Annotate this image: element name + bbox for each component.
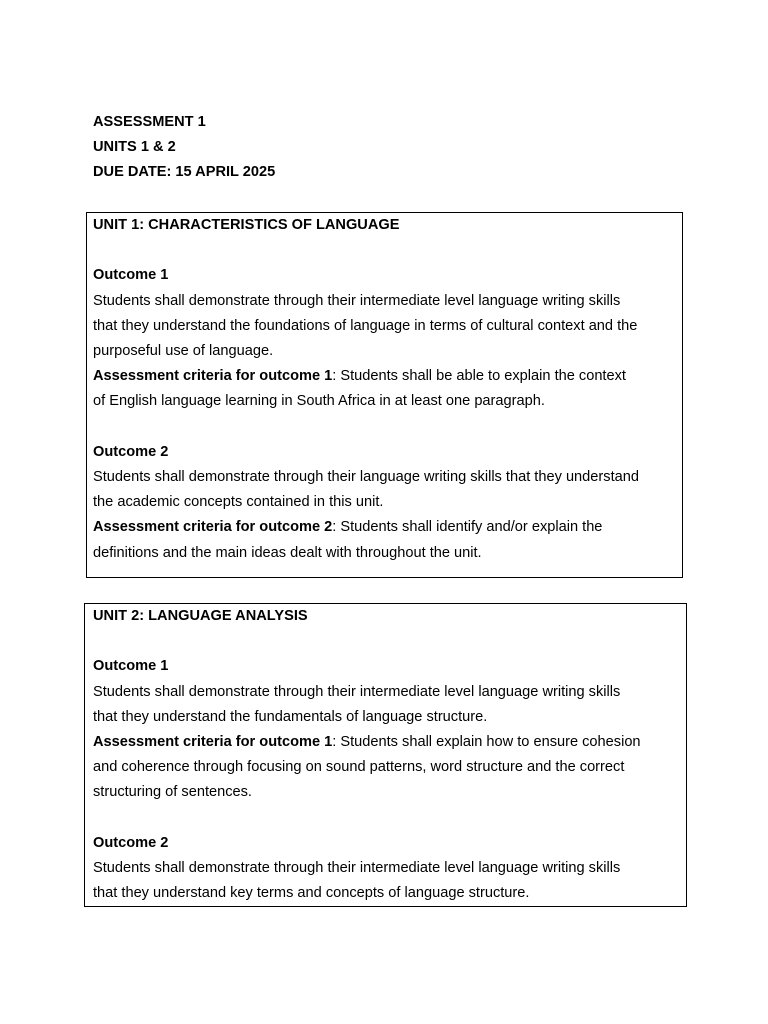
spacer [93, 629, 686, 654]
unit2-outcome2-label: Outcome 2 [93, 834, 169, 851]
spacer [93, 806, 686, 831]
due-date: DUE DATE: 15 APRIL 2025 [93, 164, 276, 181]
unit2-outcome1-criteria-label: Assessment criteria for outcome 1 [93, 734, 333, 750]
unit1-outcome1-label: Outcome 1 [93, 267, 169, 284]
unit2-outcome1-criteria-text-line: and coherence through focusing on sound patterns, word structure and the correct [93, 759, 625, 776]
unit1-outcome1-criteria-text-line: of English language learning in South Africa in at least one paragraph. [93, 393, 545, 410]
unit2-title: UNIT 2: LANGUAGE ANALYSIS [93, 608, 308, 624]
unit2-outcome1-criteria [93, 730, 686, 755]
unit1-outcome2-criteria-text: : Students shall identify and/or explain the [332, 519, 603, 536]
unit1-outcome2-label: Outcome 2 [93, 443, 169, 460]
unit2-outcome1-text-line: Students shall demonstrate through their intermediate level language writing skills [93, 683, 621, 700]
assessment-title: ASSESSMENT 1 [93, 114, 206, 130]
unit1-title: UNIT 1: CHARACTERISTICS OF LANGUAGE [93, 217, 400, 233]
unit1-outcome1-text-line: purposeful use of language. [93, 343, 274, 359]
unit2-outcome1-criteria-text-line: structuring of sentences. [93, 784, 252, 801]
spacer [93, 238, 682, 263]
unit1-outcome2-text-line: Students shall demonstrate through their language writing skills that they understand [93, 469, 639, 485]
unit2-box [84, 603, 687, 907]
spacer [93, 415, 682, 440]
unit2-outcome1-text-line: that they understand the fundamentals of language structure. [93, 708, 488, 725]
unit1-outcome1-criteria-text: : Students shall be able to explain the context [332, 368, 626, 385]
unit2-outcome2-text-line: Students shall demonstrate through their intermediate level language writing skills [93, 860, 621, 876]
unit2-outcome1-label: Outcome 1 [93, 658, 169, 675]
unit1-outcome1-text-line: that they understand the foundations of language in terms of cultural context and the [93, 317, 638, 334]
unit1-outcome1-criteria [93, 364, 682, 389]
units-label: UNITS 1 & 2 [93, 139, 176, 156]
unit2-outcome2-text-line: that they understand key terms and concepts of language structure. [93, 885, 530, 902]
unit1-outcome2-text-line: the academic concepts contained in this unit. [93, 494, 384, 511]
unit1-outcome2-criteria-text-line: definitions and the main ideas dealt with throughout the unit. [93, 544, 482, 561]
unit1-outcome2-criteria-label: Assessment criteria for outcome 2 [93, 519, 333, 536]
document-header [93, 110, 275, 186]
unit1-outcome1-text-line: Students shall demonstrate through their intermediate level language writing skills [93, 292, 621, 309]
unit1-outcome2-criteria [93, 515, 682, 540]
unit1-box [86, 212, 683, 578]
unit1-outcome1-criteria-label: Assessment criteria for outcome 1 [93, 368, 333, 385]
unit2-outcome1-criteria-text: : Students shall explain how to ensure cohesion [332, 734, 641, 750]
